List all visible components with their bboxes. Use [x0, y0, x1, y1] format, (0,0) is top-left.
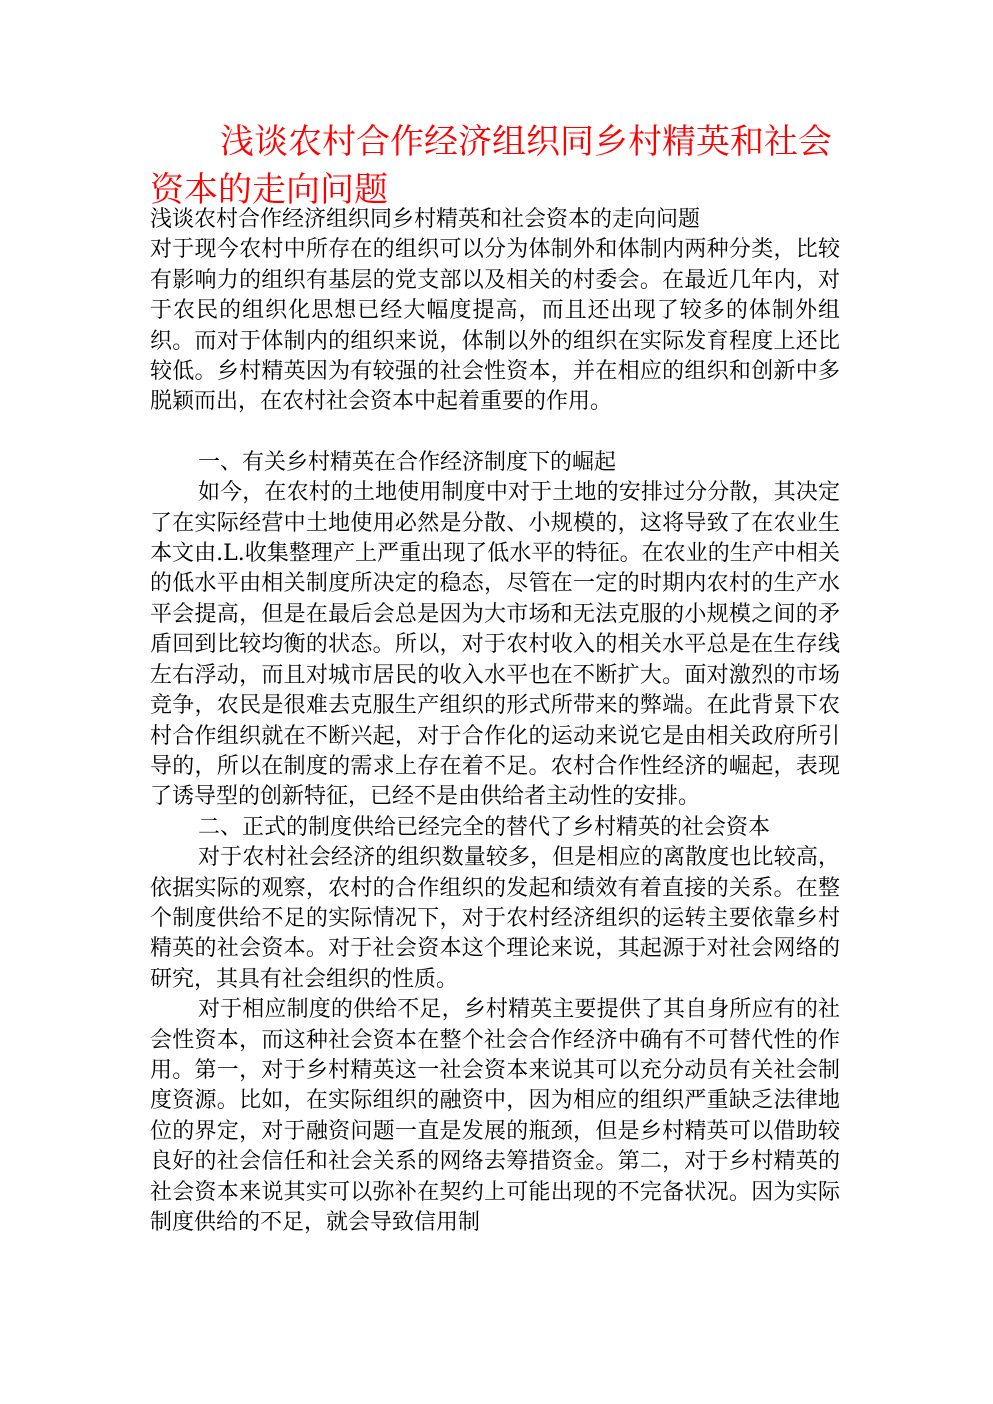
section2-paragraph-2: 对于相应制度的供给不足，乡村精英主要提供了其自身所应有的社会性资本，而这种社会资本在整个社会合作经济中确有不可替代性的作用。第一，对于乡村精英这一社会资本来说其可以充分动员有关社会制度资源。比如，在实际组织的融资中，因为相应的组织严重缺乏法律地位的界定，对于融资问题一直是发展的瓶颈，但是乡村精英可以借助较良好的社会信任和社会关系的网络去筹措资金。第二，对于乡村精英的社会资本来说其实可以弥补在契约上可能出现的不完备状况。因为实际制度供给的不足，就会导致信用制 [150, 997, 840, 1235]
section1-heading: 一、有关乡村精英在合作经济制度下的崛起 [198, 449, 617, 475]
section2-heading: 二、正式的制度供给已经完全的替代了乡村精英的社会资本 [198, 814, 771, 840]
section2-paragraph-1: 对于农村社会经济的组织数量较多，但是相应的离散度也比较高，依据实际的观察，农村的合作组织的发起和绩效有着直接的关系。在整个制度供给不足的实际情况下，对于农村经济组织的运转主要依靠乡村精英的社会资本。对于社会资本这个理论来说，其起源于对社会网络的研究，其具有社会组织的性质。 [150, 845, 840, 992]
section1-paragraph: 如今，在农村的土地使用制度中对于土地的安排过分分散，其决定了在实际经营中土地使用必然是分散、小规模的，这将导致了在农业生本文由.L.收集整理产上严重出现了低水平的特征。在农业的生产中相关的低水平由相关制度所决定的稳态，尽管在一定的时期内农村的生产水平会提高，但是在最后会总是因为大市场和无法克服的小规模之间的矛盾回到比较均衡的状态。所以，对于农村收入的相关水平总是在生存线左右浮动，而且对城市居民的收入水平也在不断扩大。面对激烈的市场竞争，农民是很难去克服生产组织的形式所带来的弊端。在此背景下农村合作组织就在不断兴起，对于合作化的运动来说它是由相关政府所引导的，所以在制度的需求上存在着不足。农村合作性经济的崛起，表现了诱导型的创新特征，已经不是由供给者主动性的安排。 [150, 480, 840, 810]
document-title: 浅谈农村合作经济组织同乡村精英和社会资本的走向问题 [150, 122, 832, 210]
intro-paragraph: 对于现今农村中所存在的组织可以分为体制外和体制内两种分类，比较有影响力的组织有基层的党支部以及相关的村委会。在最近几年内，对于农民的组织化思想已经大幅度提高，而且还出现了较多的体制外组织。而对于体制内的组织来说，体制以外的组织在实际发育程度上还比较低。乡村精英因为有较强的社会性资本，并在相应的组织和创新中多脱颖而出，在农村社会资本中起着重要的作用。 [150, 237, 840, 415]
document-subtitle: 浅谈农村合作经济组织同乡村精英和社会资本的走向问题 [150, 207, 701, 232]
document-body [150, 205, 840, 1238]
